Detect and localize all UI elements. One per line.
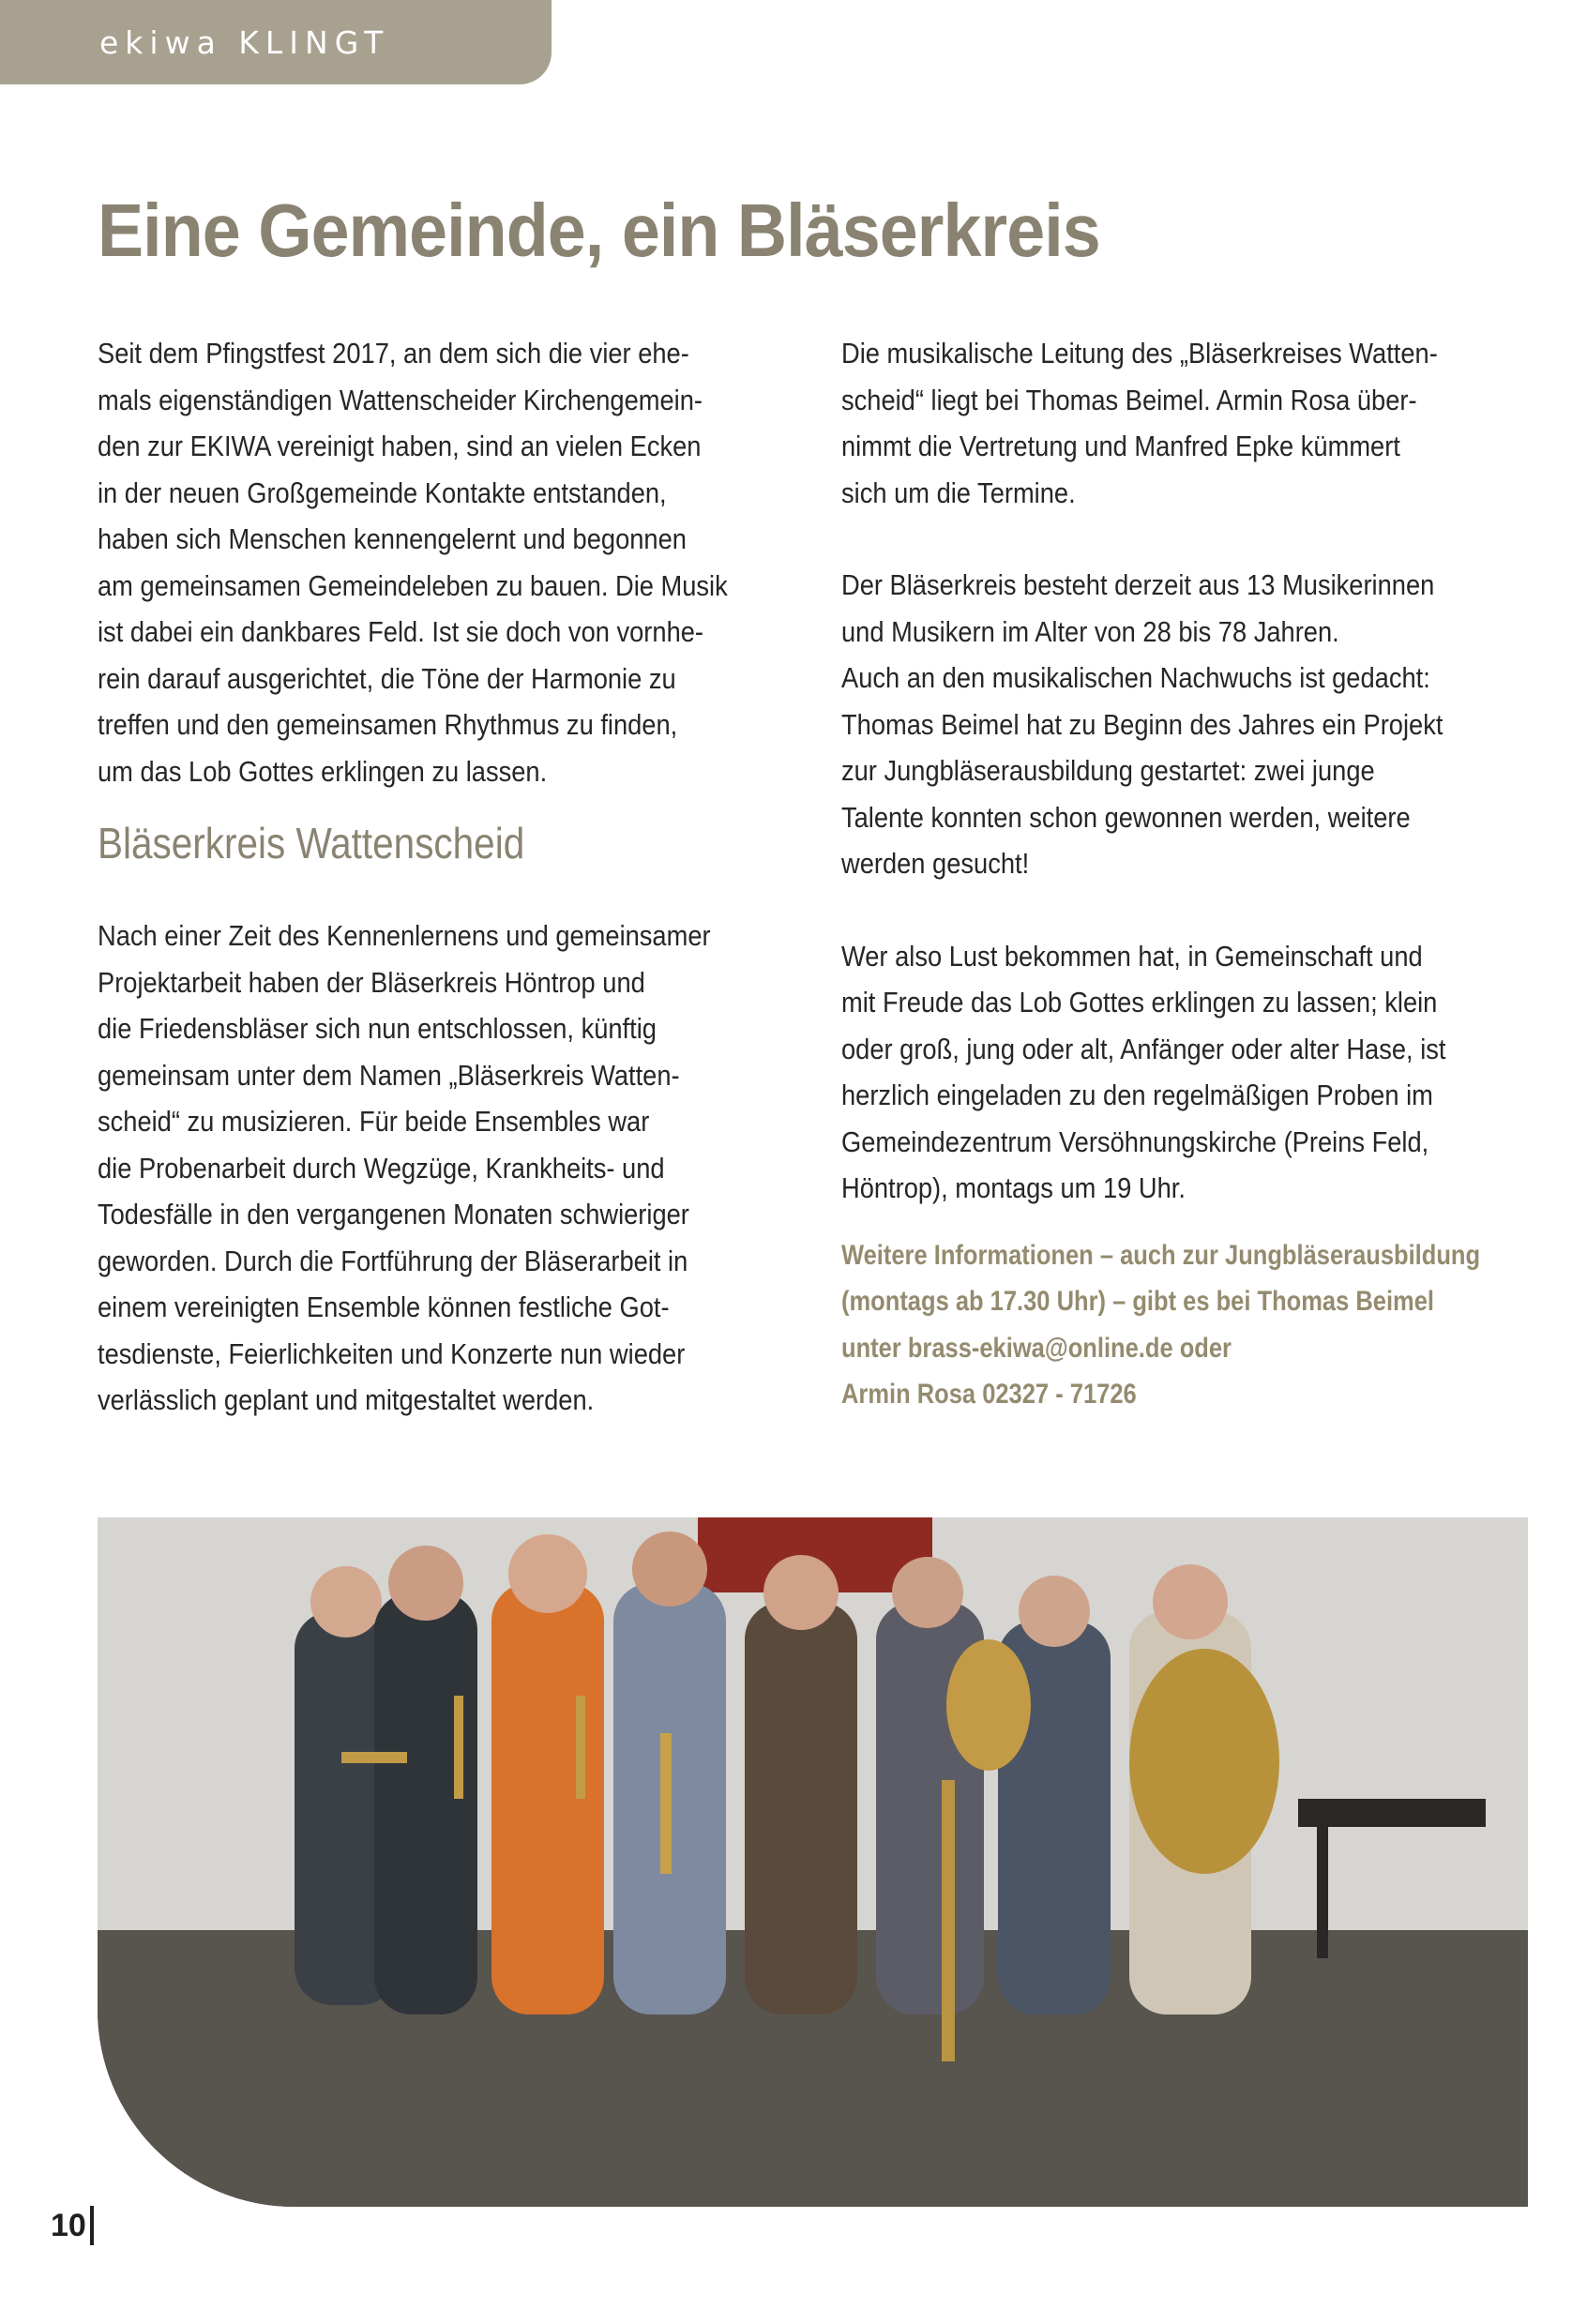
leadership-paragraph: Die musikalische Leitung des „Bläserkreises Watten- scheid“ liegt bei Thomas Beimel. Armin Rosa über- nimmt die Vertretung und Manfred Epke kümmert sich um die Termine. <box>841 337 1438 509</box>
header-label: ekiwa KLINGT <box>99 24 390 61</box>
section-heading: Bläserkreis Wattenscheid <box>98 819 525 868</box>
members-paragraph: Der Bläserkreis besteht derzeit aus 13 Musikerinnen und Musikern im Alter von 28 bis 78 Jahren. Auch an den musikalischen Nachwuchs ist gedacht: Thomas Beimel hat zu Beginn des Jahres ein Projekt zur Jungbläserausbildung gestartet: zwei junge Talente konnten schon gewonnen werden, weitere werden gesucht! <box>841 568 1443 880</box>
group-photo-illustration <box>98 1517 1528 2207</box>
contact-info: Weitere Informationen – auch zur Jungbläserausbildung (montags ab 17.30 Uhr) – gibt es bei Thomas Beimel unter brass-ekiwa@online.de oder Armin Rosa 02327 - 71726 <box>841 1239 1481 1410</box>
invitation-paragraph: Wer also Lust bekommen hat, in Gemeinschaft und mit Freude das Lob Gottes erklingen zu lassen; klein oder groß, jung oder alt, Anfänger oder alter Hase, ist herzlich eingeladen zu den regelmäßigen Proben im Gemeindezentrum Versöhnungskirche (Preins Feld, Höntrop), montags um 19 Uhr. <box>841 939 1446 1204</box>
group-photo <box>98 1517 1528 2207</box>
page-number: 10 <box>51 2208 86 2243</box>
page-title: Eine Gemeinde, ein Bläserkreis <box>98 189 1100 272</box>
intro-paragraph: Seit dem Pfingstfest 2017, an dem sich die vier ehe- mals eigenständigen Wattenscheider Kirchengemein- den zur EKIWA vereinigt haben, sind an vielen Ecken in der neuen Großgemeinde Kontakte entstanden, haben sich Menschen kennengelernt und begonnen am gemeinsamen Gemeindeleben zu bauen. Die Musik ist dabei ein dankbares Feld. Ist sie doch von vornhe- rein darauf ausgerichtet, die Töne der Harmonie zu treffen und den gemeinsamen Rhythmus zu finden, um das Lob Gottes erklingen zu lassen. <box>98 337 728 788</box>
right-column <box>841 330 1554 1418</box>
body-paragraph: Nach einer Zeit des Kennenlernens und gemeinsamer Projektarbeit haben der Bläserkreis Höntrop und die Friedensbläser sich nun entschlossen, künftig gemeinsam unter dem Namen „Bläserkreis Watten- scheid“ zu musizieren. Für beide Ensembles war die Probenarbeit durch Wegzüge, Krankheits- und Todesfälle in den vergangenen Monaten schwieriger geworden. Durch die Fortführung der Bläserarbeit in einem vereinigten Ensemble können festliche Got- tesdienste, Feierlichkeiten und Konzerte nun wieder verlässlich geplant und mitgestaltet werden. <box>98 919 711 1416</box>
page-number-bar <box>90 2206 94 2245</box>
header-tab <box>0 0 552 84</box>
left-column <box>98 330 810 1424</box>
